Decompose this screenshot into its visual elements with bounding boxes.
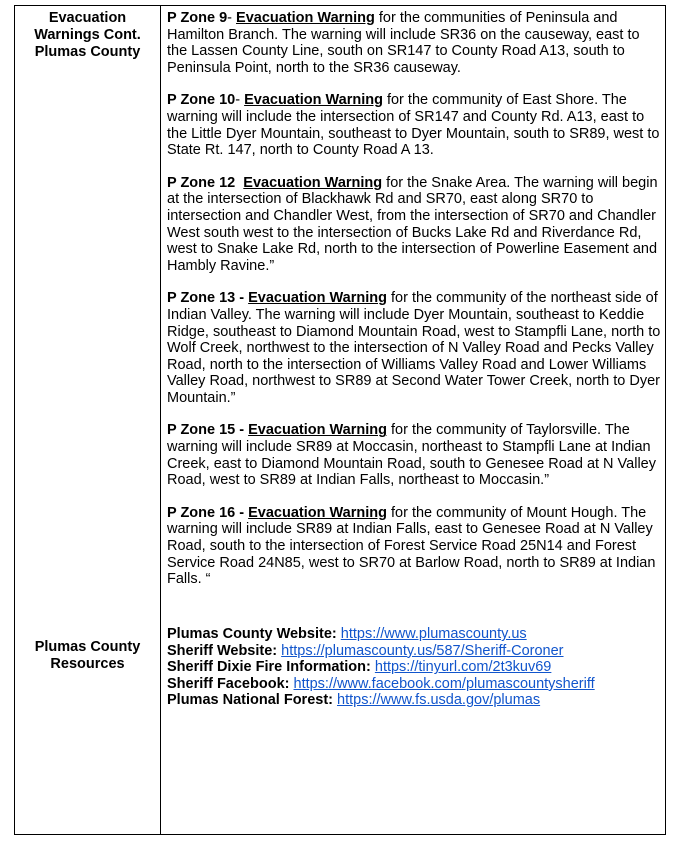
section-heading-line: Evacuation [48, 10, 127, 26]
zone-label: P Zone 12 [167, 174, 236, 191]
resource-item [167, 676, 662, 693]
zone-label: P Zone 9 [167, 10, 228, 26]
resource-item [167, 626, 662, 643]
zone-warnings [167, 10, 662, 604]
resource-item [167, 692, 662, 709]
zone-paragraph [167, 92, 662, 158]
zone-separator: - [235, 92, 245, 109]
zone-description: for the community of Mount Hough. The warning will include SR89 at Indian Falls, east to Genesee Road at N Valley Road, south to the intersection of Forest Service Road 25N14 and Forest Service Road 24N85, west to SR70 at Barlow Road, north to SR89 at Indian Falls. “ [167, 504, 656, 588]
zone-description: for the Snake Area. The warning will begin at the intersection of Blackhawk Rd and SR70, east along SR70 to intersection and Chandler West, from the intersection of SR70 and Chandler West south west to the intersection of Bucks Lake Rd and Riverdance Rd, west to Snake Lake Rd, north to the intersection of Powerline Easement and Hambly Ravine.” [167, 174, 658, 274]
resource-label: Sheriff Website: [167, 642, 278, 659]
section-heading-line: Resources [50, 656, 125, 672]
zone-label: P Zone 15 [167, 422, 236, 439]
zone-description: for the communities of Peninsula and Hamilton Branch. The warning will include SR36 on the causeway, east to the Lassen County Line, south on SR147 to County Road A13, south to Peninsula Point, north to the SR36 causeway. [167, 10, 640, 76]
zone-separator: - [235, 422, 249, 439]
resources-list [167, 626, 662, 709]
evacuation-warning-label: Evacuation Warning [243, 174, 383, 191]
resource-label: Sheriff Dixie Fire Information: [167, 659, 371, 676]
zone-separator: - [235, 290, 249, 307]
evacuation-warning-label: Evacuation Warning [248, 422, 387, 439]
zone-paragraph [167, 10, 662, 76]
zone-description: for the community of the northeast side of Indian Valley. The warning will include Dyer Mountain, southeast to Keddie Ridge, southeast to Diamond Mountain Road, west to Stampfli Lane, north to Wolf Creek, northwest to the intersection of N Valley Road and Pecks Valley Road, north to the intersection of Williams Valley Road and Lower Williams Valley Road, northwest to SR89 at Second Water Tower Creek, north to Dyer Mountain.” [167, 290, 661, 406]
evacuation-warning-label: Evacuation Warning [244, 92, 383, 109]
resource-item [167, 643, 662, 660]
zone-separator: - [235, 504, 249, 521]
resource-link[interactable]: https://www.facebook.com/plumascountysheriff [293, 675, 595, 692]
resource-link[interactable]: https://www.plumascounty.us [340, 626, 527, 642]
resource-label: Plumas County Website: [167, 626, 337, 642]
evacuation-warning-label: Evacuation Warning [248, 290, 387, 307]
section-heading-line: Warnings Cont. [34, 27, 141, 43]
resource-label: Plumas National Forest: [167, 692, 333, 709]
evacuation-warning-label: Evacuation Warning [236, 10, 375, 26]
evacuation-warning-label: Evacuation Warning [248, 504, 387, 521]
zone-label: P Zone 13 [167, 290, 236, 307]
resource-link[interactable]: https://tinyurl.com/2t3kuv69 [374, 659, 552, 676]
zone-paragraph [167, 422, 662, 488]
zone-label: P Zone 10 [167, 92, 236, 109]
zone-paragraph [167, 290, 662, 406]
resource-label: Sheriff Facebook: [167, 675, 290, 692]
zone-separator: - [227, 10, 237, 26]
resource-link[interactable]: https://www.fs.usda.gov/plumas [337, 692, 541, 709]
section-heading-line: Plumas County [34, 639, 141, 655]
resource-link[interactable]: https://plumascounty.us/587/Sheriff-Coroner [281, 642, 564, 659]
zone-label: P Zone 16 [167, 504, 236, 521]
zone-description: for the community of East Shore. The warning will include the intersection of SR147 and County Rd. A13, east to the Little Dyer Mountain, southeast to Dyer Mountain, south to SR89, west to State Rt. 147, north to County Road A 13. [167, 92, 660, 159]
column-divider [160, 6, 161, 834]
resource-item [167, 659, 662, 676]
section-heading-line: Plumas County [34, 44, 141, 60]
zone-paragraph [167, 175, 662, 275]
zone-description: for the community of Taylorsville. The warning will include SR89 at Moccasin, northeast to Stampfli Lane at Indian Creek, east to Diamond Mountain Road, south to Genesee Road at N Valley Road, west to SR89 at Indian Falls, northeast to Moccasin.” [167, 422, 656, 489]
section-heading-resources [15, 639, 160, 673]
section-heading-evacuation [15, 10, 160, 61]
zone-paragraph [167, 505, 662, 588]
info-table [14, 5, 666, 835]
